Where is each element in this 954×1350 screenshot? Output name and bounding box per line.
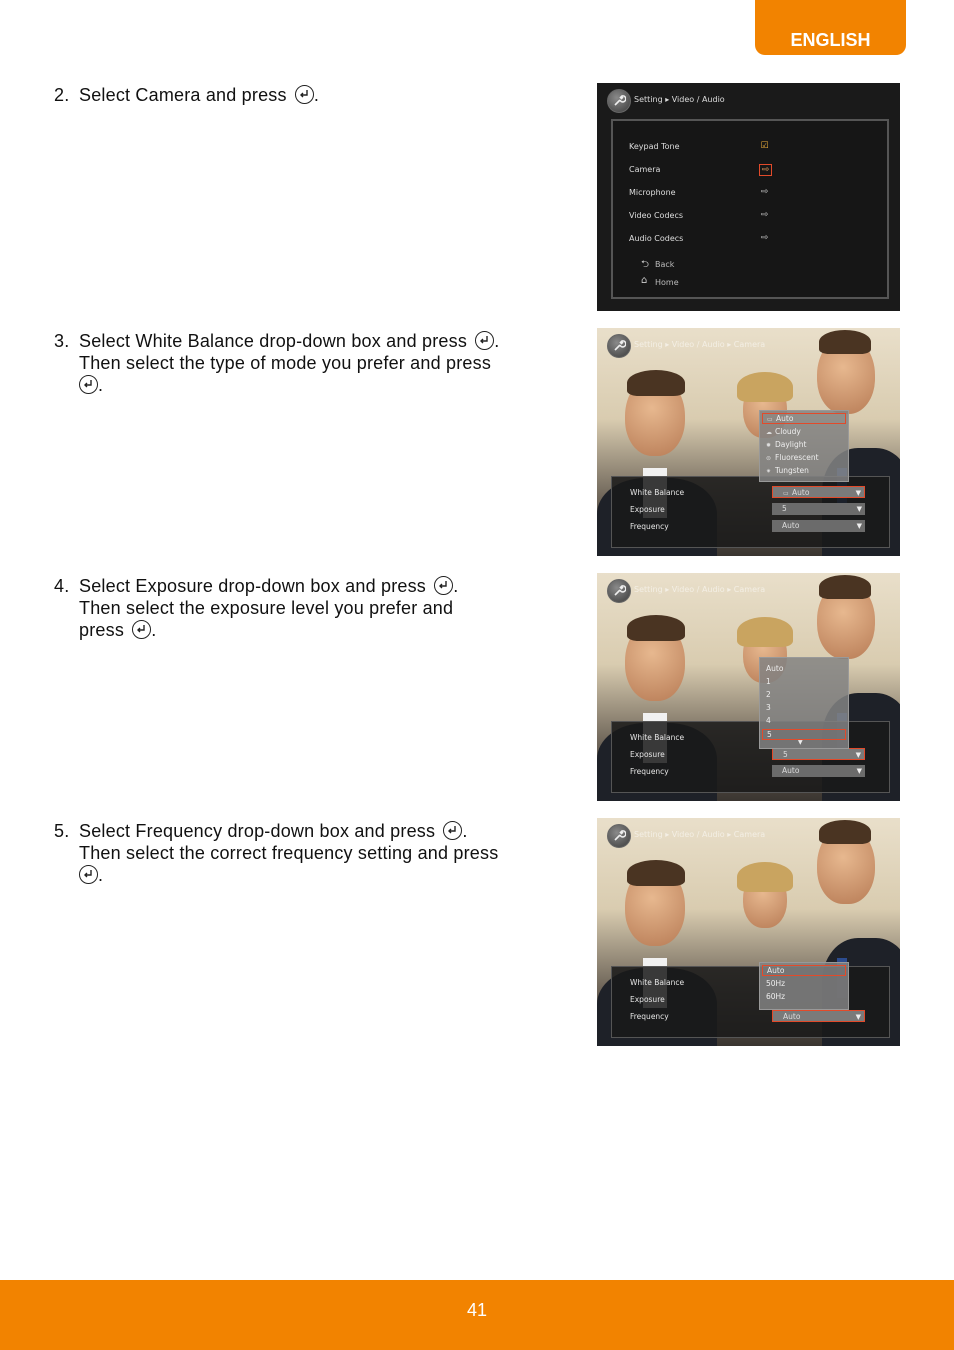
home-icon[interactable]: ⌂ xyxy=(641,275,648,286)
step-text: Select Frequency drop-down box and press xyxy=(79,821,436,841)
option-4[interactable]: 4 xyxy=(766,716,771,725)
enter-icon xyxy=(132,620,151,639)
white-balance-label: White Balance xyxy=(630,733,685,742)
option-2[interactable]: 2 xyxy=(766,690,771,699)
sun-icon: ✹ xyxy=(766,442,772,449)
option-daylight[interactable]: ✹ Daylight xyxy=(766,440,807,449)
option-60hz[interactable]: 60Hz xyxy=(766,992,786,1001)
menu-item-microphone[interactable]: Microphone xyxy=(629,188,676,197)
menu-item-video-codecs[interactable]: Video Codecs xyxy=(629,211,684,220)
arrow-right-icon[interactable]: ⇨ xyxy=(760,187,769,197)
page-number: 41 xyxy=(466,1300,488,1320)
dropdown-arrow-icon: ▼ xyxy=(856,522,862,530)
settings-panel xyxy=(611,119,889,299)
exposure-label: Exposure xyxy=(630,505,665,514)
frequency-dropdown[interactable]: Auto ▼ xyxy=(772,520,865,532)
breadcrumb: Setting ▸ Video / Audio ▸ Camera xyxy=(634,830,766,839)
wrench-icon xyxy=(607,579,631,603)
menu-item-camera[interactable]: Camera xyxy=(629,165,661,174)
option-auto[interactable]: ▭ Auto xyxy=(762,413,846,424)
screenshot-video-audio xyxy=(597,83,900,311)
option-fluorescent[interactable]: ⊜ Fluorescent xyxy=(766,453,819,462)
enter-icon xyxy=(79,375,98,394)
screenshot-frequency xyxy=(597,818,900,1046)
enter-icon xyxy=(443,821,462,840)
home-button[interactable]: Home xyxy=(655,278,679,287)
dropdown-arrow-icon: ▼ xyxy=(855,1013,861,1021)
option-1[interactable]: 1 xyxy=(766,677,771,686)
step-3: 3. Select White Balance drop-down box and press . Then select the type of mode you prefer and press . xyxy=(54,330,564,396)
fluorescent-icon: ⊜ xyxy=(766,455,772,462)
frequency-dropdown[interactable]: Auto ▼ xyxy=(772,765,865,777)
arrow-right-icon[interactable]: ⇨ xyxy=(760,210,769,220)
menu-item-audio-codecs[interactable]: Audio Codecs xyxy=(629,234,684,243)
menu-item-keypad-tone[interactable]: Keypad Tone xyxy=(629,142,680,151)
dropdown-arrow-icon: ▼ xyxy=(855,751,861,759)
frequency-label: Frequency xyxy=(630,522,669,531)
page-footer xyxy=(0,1280,954,1350)
back-icon[interactable]: ⮌ xyxy=(641,259,650,270)
enter-icon xyxy=(434,576,453,595)
checkbox-checked-icon[interactable]: ☑ xyxy=(760,141,769,151)
option-auto[interactable]: Auto xyxy=(766,664,784,673)
breadcrumb: Setting ▸ Video / Audio ▸ Camera xyxy=(634,585,766,594)
enter-icon xyxy=(79,865,98,884)
exposure-label: Exposure xyxy=(630,750,665,759)
camera-settings-panel xyxy=(611,476,890,548)
frequency-dropdown[interactable]: Auto ▼ xyxy=(772,1010,865,1022)
white-balance-label: White Balance xyxy=(630,978,685,987)
wrench-icon xyxy=(607,334,631,358)
step-4: 4. Select Exposure drop-down box and press . Then select the exposure level you prefer and press . xyxy=(54,575,564,641)
option-3[interactable]: 3 xyxy=(766,703,771,712)
step-number: 3. xyxy=(54,331,70,351)
frequency-options xyxy=(759,962,849,1010)
option-tungsten[interactable]: ✷ Tungsten xyxy=(766,466,809,475)
step-2: 2. Select Camera and press . xyxy=(54,85,320,105)
dropdown-arrow-icon: ▼ xyxy=(856,767,862,775)
arrow-right-icon[interactable]: ⇨ xyxy=(759,164,772,176)
step-5: 5. Select Frequency drop-down box and press . Then select the correct frequency setting and press . xyxy=(54,820,564,886)
cloud-icon: ☁ xyxy=(766,429,772,436)
option-cloudy[interactable]: ☁ Cloudy xyxy=(766,427,801,436)
exposure-dropdown[interactable]: 5 ▼ xyxy=(772,748,865,760)
screenshot-white-balance xyxy=(597,328,900,556)
exposure-dropdown[interactable]: 5 ▼ xyxy=(772,503,865,515)
bulb-icon: ✷ xyxy=(766,468,772,475)
exposure-options xyxy=(759,657,849,749)
dropdown-arrow-icon: ▼ xyxy=(855,489,861,497)
language-tab: ENGLISH xyxy=(755,0,906,55)
screenshot-exposure xyxy=(597,573,900,801)
frequency-label: Frequency xyxy=(630,1012,669,1021)
option-5[interactable]: 5 xyxy=(762,729,846,740)
step-text: Select Camera and press xyxy=(79,85,287,105)
scroll-down-icon[interactable]: ▼ xyxy=(798,739,803,746)
enter-icon xyxy=(475,331,494,350)
step-number: 2. xyxy=(54,85,70,105)
awb-icon: ▭ xyxy=(767,416,773,423)
breadcrumb: Setting ▸ Video / Audio xyxy=(634,95,725,104)
exposure-label: Exposure xyxy=(630,995,665,1004)
back-button[interactable]: Back xyxy=(655,260,675,269)
breadcrumb: Setting ▸ Video / Audio ▸ Camera xyxy=(634,340,766,349)
wrench-icon xyxy=(607,89,631,113)
white-balance-label: White Balance xyxy=(630,488,685,497)
step-number: 4. xyxy=(54,576,70,596)
dropdown-arrow-icon: ▼ xyxy=(856,505,862,513)
white-balance-dropdown[interactable]: ▭ Auto ▼ xyxy=(772,486,865,498)
white-balance-options xyxy=(759,410,849,482)
step-text: Then select the type of mode you prefer and press xyxy=(79,353,492,373)
step-text: Then select the correct frequency setting and press xyxy=(79,843,499,863)
wrench-icon xyxy=(607,824,631,848)
awb-icon: ▭ xyxy=(783,490,789,497)
step-number: 5. xyxy=(54,821,70,841)
step-text: Select White Balance drop-down box and press xyxy=(79,331,468,351)
step-text: Select Exposure drop-down box and press xyxy=(79,576,426,596)
arrow-right-icon[interactable]: ⇨ xyxy=(760,233,769,243)
frequency-label: Frequency xyxy=(630,767,669,776)
option-auto[interactable]: Auto xyxy=(762,965,846,976)
option-50hz[interactable]: 50Hz xyxy=(766,979,786,988)
enter-icon xyxy=(295,85,314,104)
step-text: Then select the exposure level you prefer and xyxy=(79,598,454,618)
